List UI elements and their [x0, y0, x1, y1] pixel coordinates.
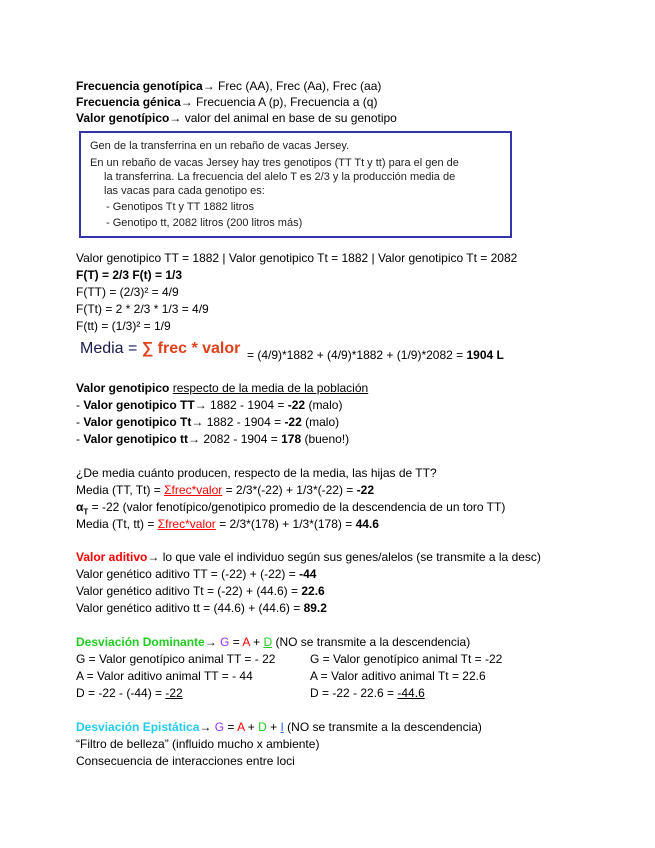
dominante-title: Desviación Dominante→ G = A + D (NO se transmite a la descendencia)	[76, 635, 471, 649]
aditivo-tt-rec: Valor genético aditivo tt = (44.6) + (44.6) = 89.2	[76, 601, 327, 615]
box-line-4: las vacas para cada genotipo es:	[104, 185, 265, 197]
aditivo-title: Valor aditivo→ lo que vale el individuo según sus genes/alelos (se transmite a la desc)	[76, 550, 541, 564]
epistatica-title: Desviación Epistática→ G = A + D + I (NO se transmite a la descendencia)	[76, 720, 482, 734]
box-line-3: la transferrina. La frecuencia del alelo T es 2/3 y la producción media de	[104, 171, 456, 183]
valor-genotipico-line: Valor genotípico→ valor del animal en base de su genotipo	[76, 111, 397, 125]
media-tt-het: Media (Tt, tt) = Σfrec*valor = 2/3*(178) + 1/3*(178) = 44.6	[76, 517, 379, 531]
box-line-2: En un rebaño de vacas Jersey hay tres genotipos (TT Tt y tt) para el gen de	[90, 157, 459, 169]
ft-line: F(T) = 2/3 F(t) = 1/3	[76, 268, 183, 282]
ftt-small-line: F(tt) = (1/3)² = 1/9	[76, 319, 171, 333]
vg-title: Valor genotipico respecto de la media de la población	[76, 381, 369, 395]
epistatica-l2: “Filtro de belleza” (influido mucho x ambiente)	[76, 737, 320, 751]
box-line-5: - Genotipos Tt y TT 1882 litros	[106, 201, 254, 213]
ftt-line: F(TT) = (2/3)² = 4/9	[76, 285, 179, 299]
vg-row-tt: - Valor genotipico TT→ 1882 - 1904 = -22 (malo)	[76, 398, 343, 412]
epistatica-l3: Consecuencia de interacciones entre loci	[76, 754, 295, 768]
hijas-question: ¿De media cuánto producen, respecto de la media, las hijas de TT?	[76, 466, 437, 480]
problem-box	[79, 131, 512, 238]
aditivo-tt-het: Valor genético aditivo Tt = (-22) + (44.6) = 22.6	[76, 584, 325, 598]
dominante-c2-l1: G = Valor genotípico animal Tt = -22	[310, 652, 503, 666]
aditivo-tt: Valor genético aditivo TT = (-22) + (-22) = -44	[76, 567, 317, 581]
freq-genica-line: Frecuencia génica→ Frecuencia A (p), Frecuencia a (q)	[76, 95, 378, 109]
dominante-c1-l2: A = Valor aditivo animal TT = - 44	[76, 669, 253, 683]
ftt-mix-line: F(Tt) = 2 * 2/3 * 1/3 = 4/9	[76, 302, 209, 316]
media-formula: Media = ∑ frec * valor	[80, 340, 241, 357]
box-line-1: Gen de la transferrina en un rebaño de vacas Jersey.	[90, 140, 350, 152]
dominante-c1-l3: D = -22 - (-44) = -22	[76, 686, 183, 700]
dominante-c1-l1: G = Valor genotípico animal TT = - 22	[76, 652, 276, 666]
freq-genotipica-line: Frecuencia genotípica→ Frec (AA), Frec (Aa), Frec (aa)	[76, 79, 382, 93]
vg-row-tt-het: - Valor genotipico Tt→ 1882 - 1904 = -22 (malo)	[76, 415, 340, 429]
media-equation: = (4/9)*1882 + (4/9)*1882 + (1/9)*2082 = 1904 L	[247, 348, 504, 362]
media-tt-tt: Media (TT, Tt) = Σfrec*valor = 2/3*(-22) + 1/3*(-22) = -22	[76, 483, 374, 497]
alpha-line: $\alpha_T = -22$ (valor fenotípico/genotipico promedio de la descendencia de un toro TT)	[76, 500, 506, 517]
vg-row-tt-rec: - Valor genotipico tt→ 2082 - 1904 = 178 (bueno!)	[76, 432, 350, 446]
box-line-6: - Genotipo tt, 2082 litros (200 litros más)	[106, 217, 303, 229]
dominante-c2-l3: D = -22 - 22.6 = -44.6	[310, 686, 425, 700]
valores-line: Valor genotipico TT = 1882 | Valor genotipico Tt = 1882 | Valor genotipico Tt = 2082	[76, 251, 518, 265]
dominante-c2-l2: A = Valor aditivo animal Tt = 22.6	[310, 669, 486, 683]
